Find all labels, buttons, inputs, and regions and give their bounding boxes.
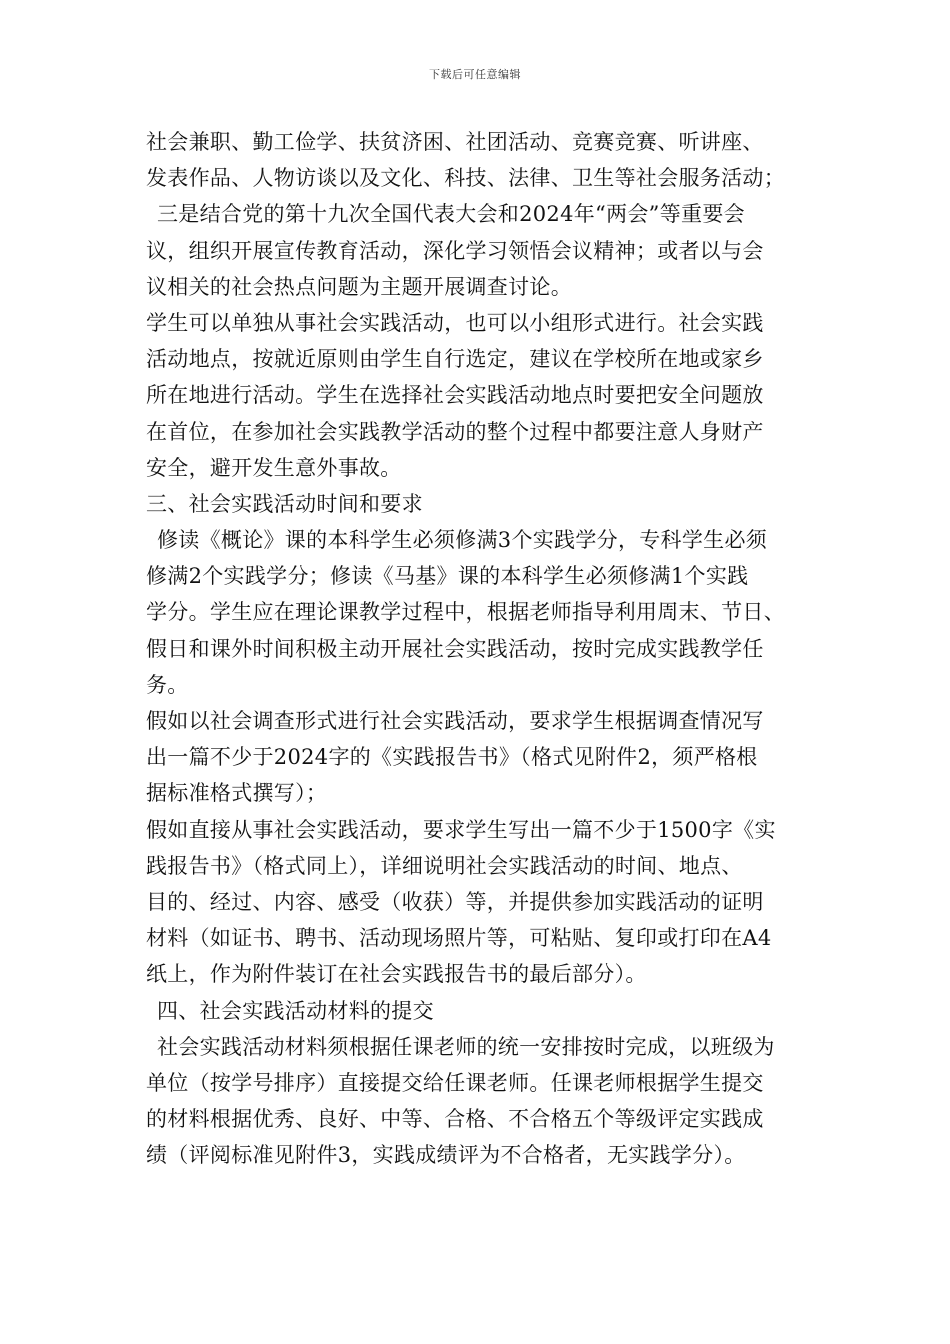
text-line: 假如以社会调查形式进行社会实践活动，要求学生根据调查情况写 <box>146 709 764 733</box>
text-line: 出一篇不少于2024字的《实践报告书》（格式见附件2，须严格根 <box>146 745 758 770</box>
text-line: 绩（评阅标准见附件3，实践成绩评为不合格者，无实践学分）。 <box>146 1143 746 1168</box>
text-line: 的材料根据优秀、良好、中等、合格、不合格五个等级评定实践成 <box>146 1107 764 1132</box>
page-header: 下载后可任意编辑 <box>429 68 521 81</box>
text-line: 据标准格式撰写）； <box>146 781 328 806</box>
text-line: 目的、经过、内容、感受（收获）等，并提供参加实践活动的证明 <box>146 889 764 914</box>
text-line: 修满2个实践学分；修读《马基》课的本科学生必须修满1个实践 <box>146 564 749 589</box>
text-line: 假日和课外时间积极主动开展社会实践活动，按时完成实践教学任 <box>146 636 764 661</box>
text-line: 单位（按学号排序）直接提交给任课老师。任课老师根据学生提交 <box>146 1070 764 1095</box>
text-line: 学分。学生应在理论课教学过程中，根据老师指导利用周末、节日、 <box>146 600 785 625</box>
text-line: 安全，避开发生意外事故。 <box>146 455 402 480</box>
text-line: 在首位，在参加社会实践教学活动的整个过程中都要注意人身财产 <box>146 419 764 444</box>
document-body <box>146 124 816 1173</box>
text-line: 议，组织开展宣传教育活动，深化学习领悟会议精神；或者以与会 <box>146 238 764 263</box>
text-line: 假如直接从事社会实践活动，要求学生写出一篇不少于1500字《实 <box>146 817 776 842</box>
section-heading: 四、社会实践活动材料的提交 <box>157 998 434 1023</box>
text-line: 活动地点，按就近原则由学生自行选定，建议在学校所在地或家乡 <box>146 347 764 372</box>
text-line: 践报告书》（格式同上），详细说明社会实践活动的时间、地点、 <box>146 853 743 878</box>
text-line: 社会实践活动材料须根据任课老师的统一安排按时完成，以班级为 <box>157 1034 775 1059</box>
text-line: 所在地进行活动。学生在选择社会实践活动地点时要把安全问题放 <box>146 383 764 408</box>
text-line: 修读《概论》课的本科学生必须修满3个实践学分，专科学生必须 <box>157 528 768 553</box>
text-line: 务。 <box>146 672 189 697</box>
text-line: 发表作品、人物访谈以及文化、科技、法律、卫生等社会服务活动； <box>146 166 785 191</box>
text-line: 社会兼职、勤工俭学、扶贫济困、社团活动、竞赛竞赛、听讲座、 <box>146 130 764 154</box>
text-line: 议相关的社会热点问题为主题开展调查讨论。 <box>146 274 572 299</box>
section-heading: 三、社会实践活动时间和要求 <box>146 491 423 516</box>
text-line: 纸上，作为附件装订在社会实践报告书的最后部分）。 <box>146 962 647 987</box>
text-line: 三是结合党的第十九次全国代表大会和2024年“两会”等重要会 <box>157 202 745 227</box>
text-line: 学生可以单独从事社会实践活动，也可以小组形式进行。社会实践 <box>146 310 764 335</box>
text-line: 材料（如证书、聘书、活动现场照片等，可粘贴、复印或打印在A4 <box>146 926 772 951</box>
